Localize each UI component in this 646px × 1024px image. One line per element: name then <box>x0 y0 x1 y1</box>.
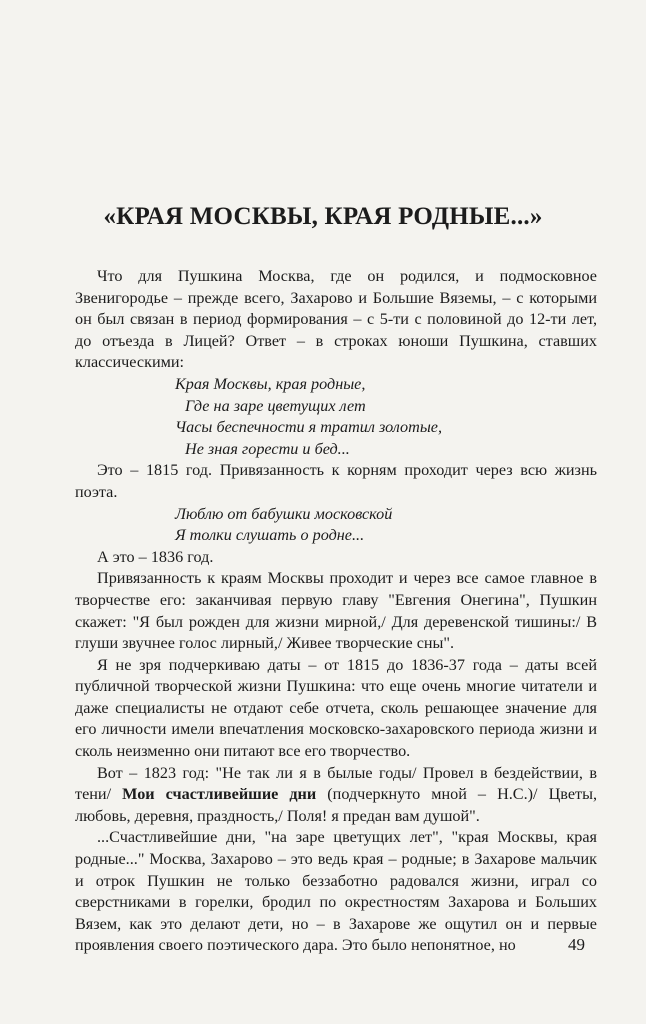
paragraph-4: Привязанность к краям Москвы проходит и через все самое главное в творчестве его: заканчивая первую главу "Евгения Онегина", Пушкин скажет: "Я был рожден для жизни мирной,/ Для деревенской тишины:/ В глуши звучнее голос лирный,/ Живее творческие сны". <box>75 569 597 653</box>
verse-1-line-4: Не зная горести и бед... <box>185 439 350 458</box>
verse-2-line-1: Люблю от бабушки московской <box>175 504 393 523</box>
paragraph-2: Это – 1815 год. Привязанность к корням проходит через всю жизнь поэта. <box>75 461 597 501</box>
paragraph-1: Что для Пушкина Москва, где он родился, и подмосковное Звенигородье – прежде всего, Захарово и Большие Вяземы, – с которыми он был связан в период формирования – с 5-ти с половиной до 12-ти лет, до отъезда в Лицей? Ответ – в строках юноши Пушкина, ставших классическими: <box>75 267 597 372</box>
verse-1 <box>75 374 597 460</box>
paragraph-5: Я не зря подчеркиваю даты – от 1815 до 1836-37 года – даты всей публичной творческой жизни Пушкина: что еще очень многие читатели и даже специалисты не отдают себе отчета, сколь решающее значение для его личности имели впечатления московско-захаровского периода жизни и сколь неизменно они питают все его творчество. <box>75 655 597 761</box>
verse-1-line-3: Часы беспечности я тратил золотые, <box>175 418 443 437</box>
paragraph-6-emphasis: Мои счастливейшие дни <box>122 785 317 804</box>
chapter-title: «КРАЯ МОСКВЫ, КРАЯ РОДНЫЕ...» <box>103 203 543 230</box>
verse-1-line-2: Где на заре цветущих лет <box>185 396 366 415</box>
verse-1-line-1: Края Москвы, края родные, <box>175 374 366 393</box>
verse-2-line-2: Я толки слушать о родне... <box>175 526 365 545</box>
page-body <box>75 266 597 957</box>
paragraph-6-end: (подчеркнуто мной – Н.С.)/ Цветы, любовь, деревня, праздность,/ Поля! я предан вам душой". <box>75 785 598 825</box>
paragraph-6 <box>75 763 597 828</box>
page-number: 49 <box>568 935 585 954</box>
paragraph-3: А это – 1836 год. <box>97 547 214 566</box>
paragraph-7: ...Счастливейшие дни, "на заре цветущих лет", "края Москвы, края родные..." Москва, Захарово – это ведь края – родные; в Захарове мальчик и отрок Пушкин не только беззаботно радовался жизни, играл со сверстниками в горелки, бродил по окрестностям Захарова и Больших Вязем, как это делают дети, но – в Захарове же ощутил он и первые проявления своего поэтического дара. Это было непонятное, но <box>75 828 597 955</box>
verse-2 <box>75 504 597 547</box>
paragraph-6-start: Вот – 1823 год: "Не так ли я в былые годы/ Провел в бездействии, в тени/ <box>75 763 597 804</box>
